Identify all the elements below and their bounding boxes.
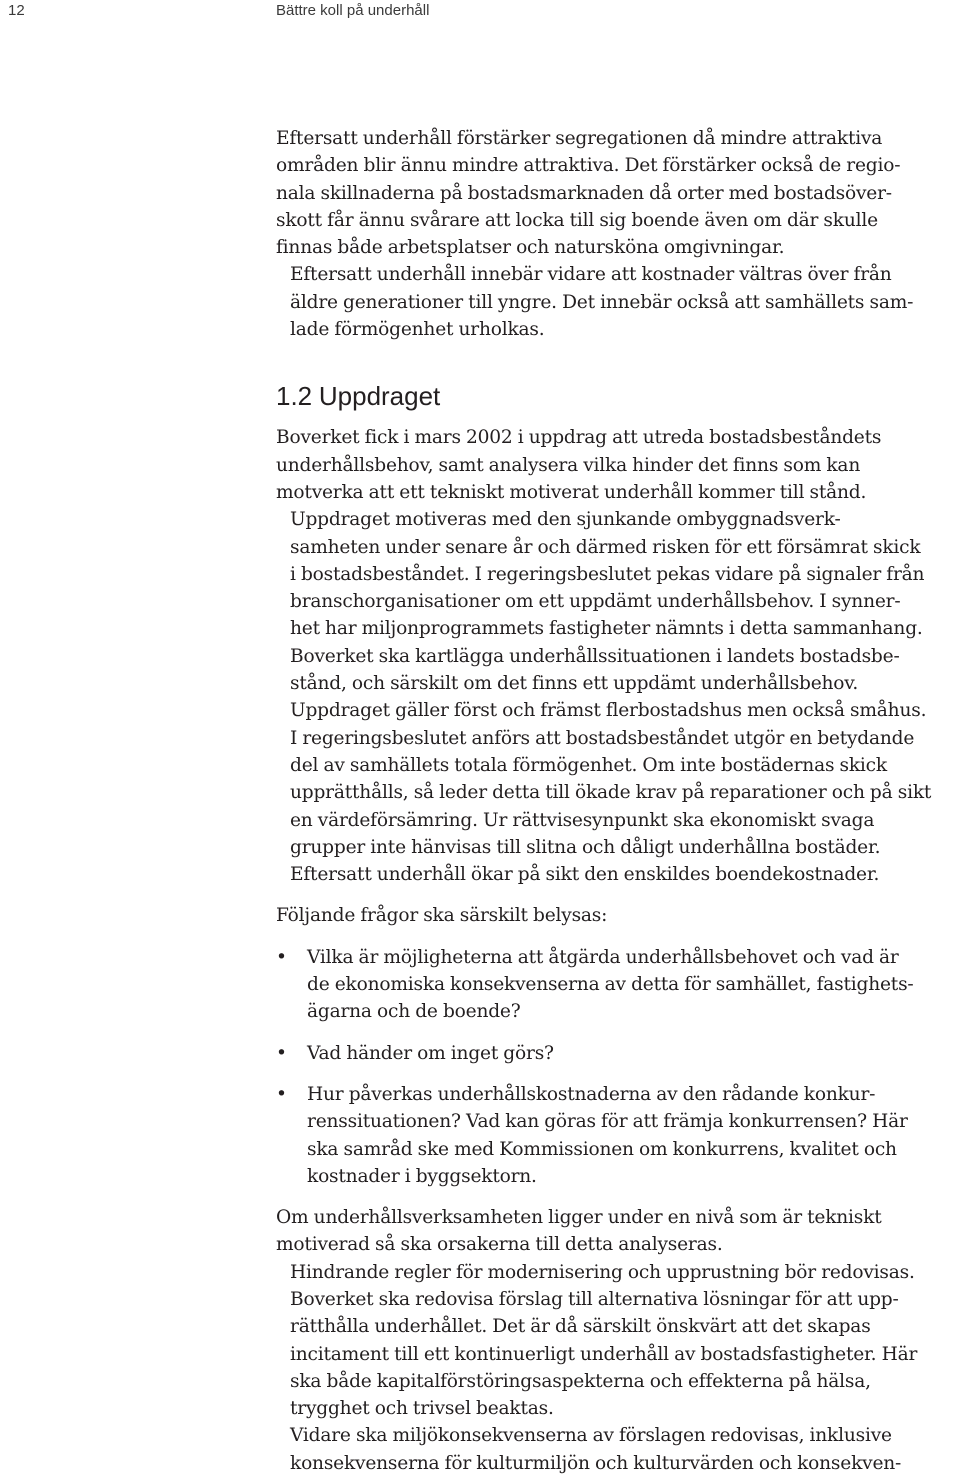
list-item-text: Vilka är möjligheterna att åtgärda underhållsbehovet och vad är de ekonomiska konsekvenserna av detta för samhället, fastighets- ägarna och de boende? <box>307 946 914 1023</box>
questions-lead: Följande frågor ska särskilt belysas: <box>276 905 608 927</box>
section-paragraph-7: Boverket ska redovisa förslag till alternativa lösningar för att upp- rätthålla underhållet. Det är då särskilt önskvärt att det skapas incitament till ett kontinuerligt underhåll av bostadsfastigheter. Här ska både kapitalförstöringsaspekterna och effekterna på hälsa, trygghet och trivsel beaktas. <box>290 1288 918 1420</box>
bullet-glyph: • <box>276 1083 287 1105</box>
list-item-text: Hur påverkas underhållskostnaderna av den rådande konkur- renssituationen? Vad kan göras för att främja konkurrensen? Här ska samråd ske med Kommissionen om konkurrens, kvalitet och kostnader i byggsektorn. <box>307 1083 908 1187</box>
running-title: Bättre koll på underhåll <box>276 2 430 19</box>
intro-paragraph-2: Eftersatt underhåll innebär vidare att kostnader vältras över från äldre generationer till yngre. Det innebär också att samhällets sam- lade förmögenhet urholkas. <box>290 264 914 341</box>
intro-paragraph-1: Eftersatt underhåll förstärker segregationen då mindre attraktiva områden blir ännu mindre attraktiva. Det förstärker också de regio- nala skillnaderna på bostadsmarknaden då orter med bostadsöver- skott får ännu svårare att locka till sig boende även om där skulle finnas både arbetsplatser och natursköna omgivningar. <box>276 128 901 259</box>
questions-list <box>276 944 960 1190</box>
list-item <box>276 1081 960 1190</box>
section-paragraph-5: Om underhållsverksamheten ligger under en nivå som är tekniskt motiverad så ska orsakerna till detta analyseras. <box>276 1207 882 1256</box>
section-paragraph-2: Uppdraget motiveras med den sjunkande ombyggnadsverk- samheten under senare år och därmed risken för ett försämrat skick i bostadsbeståndet. I regeringsbeslutet pekas vidare på signaler från branschorganisationer om ett uppdämt underhållsbehov. I synner- het har miljonprogrammets fastigheter nämnts i detta sammanhang. <box>290 509 925 640</box>
list-item <box>276 1040 960 1067</box>
list-item-text: Vad händer om inget görs? <box>307 1042 554 1064</box>
running-header <box>0 0 960 26</box>
section-paragraph-3: Boverket ska kartlägga underhållssituationen i landets bostadsbe- stånd, och särskilt om det finns ett uppdämt underhållsbehov. Uppdraget gäller först och främst flerbostadshus men också småhus. <box>290 645 927 722</box>
bullet-glyph: • <box>276 946 287 968</box>
section-heading: 1.2 Uppdraget <box>276 381 441 412</box>
section-paragraph-8: Vidare ska miljökonsekvenserna av förslagen redovisas, inklusive konsekvenserna för kulturmiljön och kulturvärden och konsekven- <box>290 1425 902 1474</box>
body-text <box>276 125 960 1477</box>
section-paragraph-1: Boverket fick i mars 2002 i uppdrag att utreda bostadsbeståndets underhållsbehov, samt analysera vilka hinder det finns som kan motverka att ett tekniskt motiverat underhåll kommer till stånd. <box>276 427 882 503</box>
section-paragraph-4: I regeringsbeslutet anförs att bostadsbeståndet utgör en betydande del av samhällets totala förmögenhet. Om inte bostädernas skick upprätthålls, så leder detta till ökade krav på reparationer och på sikt en värdeförsämring. Ur rättvisesynpunkt ska ekonomiskt svaga grupper inte hänvisas till slitna och dåligt underhållna bostäder. Eftersatt underhåll ökar på sikt den enskildes boendekostnader. <box>290 727 932 886</box>
section-paragraph-6: Hindrande regler för modernisering och upprustning bör redovisas. <box>290 1261 915 1283</box>
list-item <box>276 944 960 1026</box>
page-number: 12 <box>8 2 25 19</box>
bullet-glyph: • <box>276 1042 287 1064</box>
